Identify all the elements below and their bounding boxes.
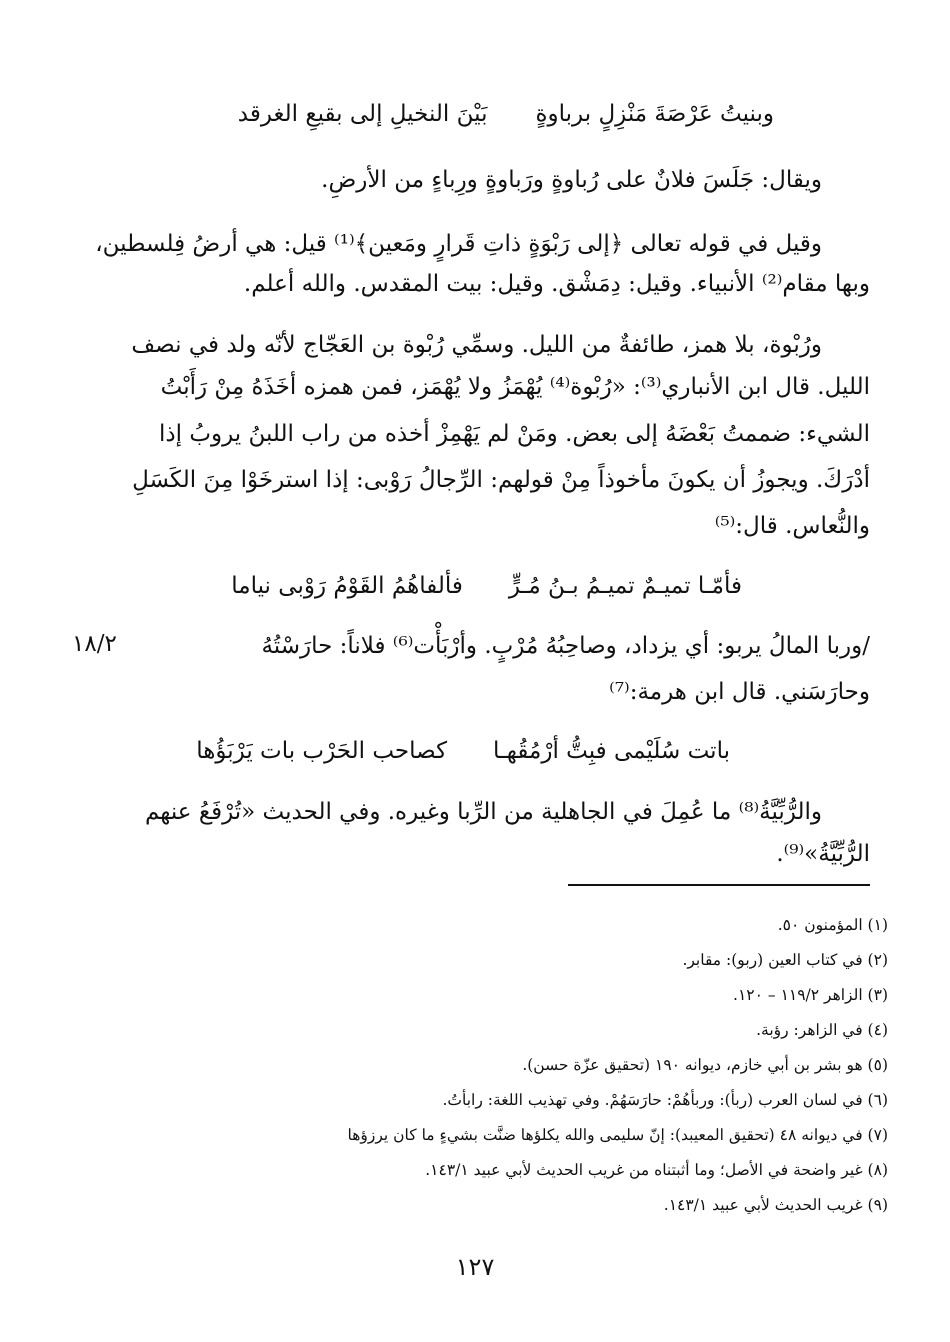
footnote-separator (568, 884, 870, 886)
footnote-7: (٧) في ديوانه ٤٨ (تحقيق المعيبد): إنّ سليمى والله يكلؤها ضنَّت بشيءٍ ما كان يرزؤها (347, 1126, 888, 1144)
verse-2-first-hemistich: فأمّـا تميـمٌ تميـمُ بـنُ مُـرٍّ (508, 573, 742, 599)
footnote-3: (٣) الزاهر ١١٩/٢ – ١٢٠. (733, 986, 888, 1004)
paragraph-ariba-line-1: /وربا المالُ يربو: أي يزداد، وصاحِبُهُ مُرْبٍ. وأرْبَأْت⁽⁶⁾ فلاناً: حارَسْتُهُ (261, 633, 870, 659)
footnotes-list (128, 908, 888, 1223)
verse-3-second-hemistich: كصاحب الحَرْب بات يَرْبَؤُها (196, 738, 448, 764)
footnote-9: (٩) غريب الحديث لأبي عبيد ١٤٣/١. (663, 1196, 888, 1214)
verse-2 (231, 570, 742, 602)
footnote-4: (٤) في الزاهر: رؤبة. (756, 1021, 888, 1039)
page-number: ١٢٧ (455, 1253, 495, 1281)
verse-2-second-hemistich: فألفاهُمُ القَوْمُ رَوْبى نياما (231, 573, 463, 599)
paragraph-ariba-line-2: وحارَسَني. قال ابن هرمة:⁽⁷⁾ (609, 679, 870, 705)
verse-3-first-hemistich: باتت سُلَيْمى فبِتُّ أرْمُقُهـا (493, 738, 730, 764)
paragraph-quran-line-1: وقيل في قوله تعالى ﴿إلى رَبْوَةٍ ذاتِ قَرارٍ ومَعين﴾⁽¹⁾ قيل: هي أرضُ فِلسطين، (95, 231, 822, 257)
verse-1-second-hemistich: بَيْنَ النخيلِ إلى بقيعِ الغرقد (237, 101, 488, 127)
footnote-6: (٦) في لسان العرب (ربأ): وربأهُمْ: حارَسَهُمْ. وفي تهذيب اللغة: رابأتُ. (442, 1091, 888, 1109)
paragraph-ruba: ويقال: جَلَسَ فلانٌ على رُباوةٍ ورَباوةٍ ورِباءٍ من الأرضِ. (321, 167, 822, 193)
footnote-1: (١) المؤمنون ٥٠. (777, 916, 888, 934)
verse-3 (196, 735, 730, 767)
margin-reference: ١٨/٢ (72, 631, 117, 657)
footnote-8: (٨) غير واضحة في الأصل؛ وما أثبتناه من غريب الحديث لأبي عبيد ١٤٣/١. (425, 1161, 888, 1179)
footnote-2: (٢) في كتاب العين (ربو): مقابر. (682, 951, 888, 969)
paragraph-rubbiya-line-2: الرُّبِّيَّةُ»⁽⁹⁾. (776, 841, 870, 867)
paragraph-rubwa-line-4: أدْرَكَ. ويجوزُ أن يكونَ مأخوذاً مِنْ قولهم: الرِّجالُ رَوْبى: إذا استرخَوْا مِنَ الكَسَلِ (132, 467, 870, 493)
verse-1-first-hemistich: وبنيتُ عَرْصَةَ مَنْزِلٍ برباوةٍ (535, 101, 774, 127)
paragraph-rubwa-line-1: ورُبْوة، بلا همز، طائفةٌ من الليل. وسمِّي رُبْوة بن العَجّاج لأنّه ولد في نصف (131, 332, 822, 358)
paragraph-rubwa-line-5: والنُّعاس. قال:⁽⁵⁾ (714, 513, 870, 539)
footnote-5: (٥) هو بشر بن أبي خازم، ديوانه ١٩٠ (تحقيق عزّة حسن). (522, 1056, 888, 1074)
paragraph-rubwa-line-3: الشيء: ضممتُ بَعْضَهُ إلى بعض. ومَنْ لم يَهْمِزْ أخذه من راب اللبنُ يروبُ إذا (158, 421, 870, 447)
paragraph-rubbiya-line-1: والرُّبِّيَّةُ⁽⁸⁾ ما عُمِلَ في الجاهلية من الرِّبا وغيره. وفي الحديث «تُرْفَعُ عنهم (144, 799, 822, 825)
paragraph-quran-line-2: وبها مقام⁽²⁾ الأنبياء. وقيل: دِمَشْق. وقيل: بيت المقدس. والله أعلم. (243, 271, 870, 297)
paragraph-rubwa-line-2: الليل. قال ابن الأنباري⁽³⁾: «رُبْوة⁽⁴⁾ يُهْمَزُ ولا يُهْمَز، فمن همزه أخَذَهُ مِنْ رَأَبْتُ (160, 374, 870, 400)
verse-1 (238, 98, 774, 130)
